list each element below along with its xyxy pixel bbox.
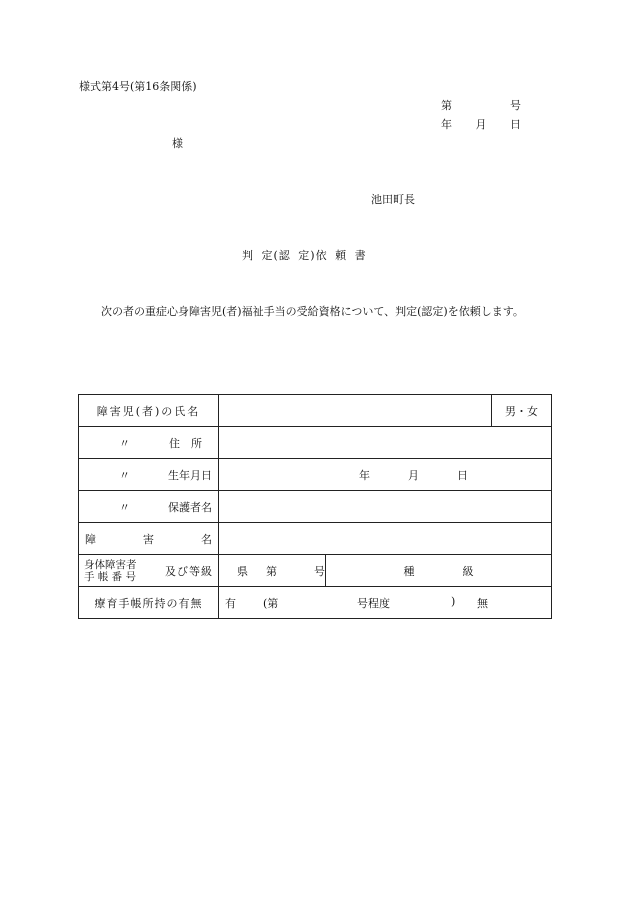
ryoiku-no: 無: [477, 596, 488, 610]
birthdate-label: 生年月日: [168, 468, 212, 482]
name-input-cell[interactable]: [219, 395, 492, 427]
ryoiku-label: 療育手帳所持の有無: [94, 596, 203, 610]
disability-label-cell: [79, 523, 219, 555]
table-row-certificate: [79, 555, 552, 587]
name-label: 障害児(者)の氏名: [96, 404, 201, 418]
certificate-label-bottom: 手 帳 番 号: [84, 570, 137, 583]
document-title: 判 定(認 定)依 頼 書: [242, 249, 367, 262]
document-number-line: [441, 99, 521, 113]
request-body-text: 次の者の重症心身障害児(者)福祉手当の受給資格について、判定(認定)を依頼します。: [101, 305, 524, 318]
cert-number-prefix: 第: [266, 564, 277, 578]
ryoiku-close: ): [451, 594, 456, 608]
table-row-name: [79, 395, 552, 427]
ditto-mark: 〃: [119, 500, 130, 514]
ryoiku-degree: 号程度: [357, 596, 390, 610]
table-row-birthdate: [79, 459, 552, 491]
type-label: 種: [403, 564, 415, 578]
birth-year: 年: [359, 468, 370, 482]
prefecture-label: 県: [237, 564, 248, 578]
birth-month: 月: [408, 468, 419, 482]
table-row-address: [79, 427, 552, 459]
guardian-label: 保護者名: [168, 500, 212, 514]
certificate-label-stack: [84, 559, 137, 583]
certificate-label-top: 身体障害者: [84, 558, 137, 571]
disability-input-cell[interactable]: [219, 523, 552, 555]
disability-label-2: 害: [143, 532, 154, 546]
certificate-number-cell[interactable]: [219, 555, 326, 587]
ryoiku-input-cell[interactable]: [219, 587, 552, 619]
certificate-grade-cell[interactable]: [326, 555, 552, 587]
name-label-cell: [79, 395, 219, 427]
address-label: 住 所: [169, 436, 202, 450]
address-input-cell[interactable]: [219, 427, 552, 459]
document-date-line: [441, 118, 521, 132]
sex-options: 男・女: [505, 404, 538, 418]
disability-label-1: 障: [85, 532, 96, 546]
date-year: 年: [441, 118, 452, 131]
table-row-disability: [79, 523, 552, 555]
birth-day: 日: [457, 468, 468, 482]
birthdate-label-cell: [79, 459, 219, 491]
addressee-suffix: 様: [172, 137, 183, 150]
certificate-grade-label: 及び等級: [165, 564, 213, 578]
guardian-input-cell[interactable]: [219, 491, 552, 523]
ryoiku-label-cell: [79, 587, 219, 619]
form-number-label: 様式第4号(第16条関係): [79, 80, 197, 93]
birthdate-input-cell[interactable]: [219, 459, 552, 491]
date-day: 日: [510, 118, 521, 131]
ditto-mark: 〃: [119, 436, 130, 450]
cert-number-suffix: 号: [314, 564, 325, 578]
sex-cell[interactable]: [492, 395, 552, 427]
guardian-label-cell: [79, 491, 219, 523]
table-row-ryoiku: [79, 587, 552, 619]
grade-label: 級: [462, 564, 474, 578]
table-row-guardian: [79, 491, 552, 523]
address-label-cell: [79, 427, 219, 459]
date-month: 月: [475, 118, 487, 131]
ryoiku-open: (第: [263, 596, 279, 610]
issuer-name: 池田町長: [371, 193, 415, 206]
ryoiku-yes: 有: [225, 596, 236, 610]
number-prefix: 第: [441, 99, 452, 112]
certificate-label-cell: [79, 555, 219, 587]
ditto-mark: 〃: [119, 468, 130, 482]
request-form-table: [78, 394, 552, 619]
number-suffix: 号: [510, 99, 521, 112]
disability-label-3: 名: [201, 532, 212, 546]
